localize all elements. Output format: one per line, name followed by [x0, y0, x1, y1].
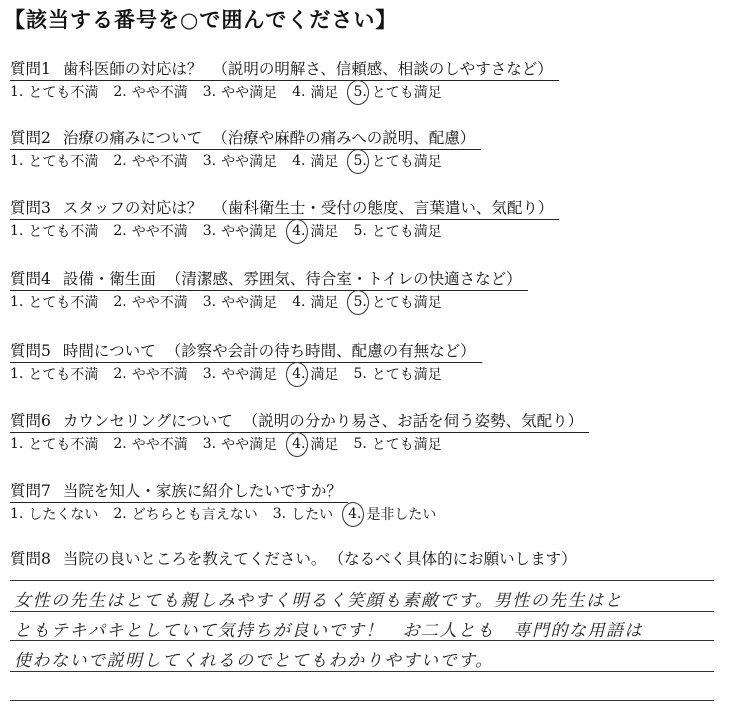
- question-text: 設備・衛生面: [62, 270, 156, 288]
- question-hint: （説明の分かり易さ、お話を伺う姿勢、気配り）: [242, 412, 584, 430]
- question-text: 時間について: [62, 342, 156, 360]
- option-1[interactable]: 1. とても不満: [10, 436, 99, 453]
- question-text: 当院を知人・家族に紹介したいですか？: [62, 482, 342, 500]
- question-hint: （なるべく具体的にお願いします）: [336, 550, 577, 568]
- option-2[interactable]: 2. やや不満: [113, 366, 188, 383]
- option-1[interactable]: 1. とても不満: [10, 84, 99, 101]
- question-title: [10, 58, 559, 81]
- question-2: [10, 127, 710, 172]
- option-2[interactable]: 2. やや不満: [113, 153, 188, 170]
- question-text: カウンセリングについて: [62, 412, 233, 430]
- rating-options: [10, 81, 710, 103]
- option-1[interactable]: 1. したくない: [10, 506, 99, 523]
- option-3[interactable]: 3. したい: [272, 506, 334, 523]
- question-title: [10, 548, 583, 570]
- option-2[interactable]: 2. どちらとも言えない: [113, 506, 258, 523]
- question-number: 質問6: [10, 412, 51, 430]
- option-3[interactable]: 3. やや満足: [202, 366, 278, 383]
- rating-options: [10, 433, 710, 455]
- rating-options: [10, 503, 710, 525]
- question-6: [10, 410, 710, 455]
- question-title: [10, 268, 528, 291]
- question-3: [10, 197, 710, 242]
- ruled-line: [10, 671, 714, 672]
- option-2[interactable]: 2. やや不満: [113, 223, 188, 240]
- ruled-line: [10, 580, 714, 581]
- option-4-selected[interactable]: 4. 満足: [292, 366, 339, 383]
- question-text: 歯科医師の対応は？: [62, 60, 203, 78]
- question-text: 治療の痛みについて: [62, 129, 203, 147]
- question-hint: （説明の明解さ、信頼感、相談のしやすさなど）: [212, 60, 553, 78]
- rating-options: [10, 291, 710, 313]
- question-title: [10, 410, 589, 433]
- option-3[interactable]: 3. やや満足: [202, 84, 278, 101]
- option-5-selected[interactable]: 5. とても満足: [353, 153, 442, 170]
- option-1[interactable]: 1. とても不満: [10, 366, 99, 383]
- option-1[interactable]: 1. とても不満: [10, 223, 99, 240]
- handwritten-answer-line: 女性の先生はとても親しみやすく明るく笑顔も素敵です。男性の先生はと: [14, 591, 624, 611]
- option-2[interactable]: 2. やや不満: [113, 436, 188, 453]
- option-3[interactable]: 3. やや満足: [202, 223, 278, 240]
- ruled-line: [10, 611, 714, 612]
- question-hint: （診察や会計の待ち時間、配慮の有無など）: [165, 342, 476, 360]
- question-1: [10, 58, 710, 103]
- question-title: [10, 340, 482, 363]
- option-1[interactable]: 1. とても不満: [10, 153, 99, 170]
- question-number: 質問4: [10, 270, 51, 288]
- option-5-selected[interactable]: 5. とても満足: [353, 294, 442, 311]
- question-number: 質問7: [10, 482, 51, 500]
- option-4[interactable]: 4. 満足: [292, 84, 339, 101]
- option-4[interactable]: 4. 満足: [292, 294, 339, 311]
- option-3[interactable]: 3. やや満足: [202, 294, 278, 311]
- option-3[interactable]: 3. やや満足: [202, 153, 278, 170]
- question-number: 質問5: [10, 342, 51, 360]
- option-3[interactable]: 3. やや満足: [202, 436, 278, 453]
- page-title: 【該当する番号を○で囲んでください】: [4, 8, 398, 32]
- ruled-line: [10, 700, 714, 701]
- question-5: [10, 340, 710, 385]
- question-7: [10, 480, 710, 525]
- rating-options: [10, 150, 710, 172]
- rating-options: [10, 220, 710, 242]
- question-number: 質問1: [10, 60, 51, 78]
- question-number: 質問2: [10, 129, 51, 147]
- question-4: [10, 268, 710, 313]
- option-4-selected[interactable]: 4. 満足: [292, 223, 339, 240]
- question-number: 質問3: [10, 199, 51, 217]
- question-hint: （治療や麻酔の痛みへの説明、配慮）: [212, 129, 476, 147]
- question-title: [10, 127, 481, 150]
- question-text: 当院の良いところを教えてください。: [62, 550, 327, 568]
- option-5[interactable]: 5. とても満足: [353, 223, 442, 240]
- option-2[interactable]: 2. やや不満: [113, 294, 188, 311]
- option-5-selected[interactable]: 5. とても満足: [353, 84, 442, 101]
- option-5[interactable]: 5. とても満足: [353, 366, 442, 383]
- question-hint: （歯科衛生士・受付の態度、言葉遣い、気配り）: [212, 199, 554, 217]
- question-title: [10, 197, 559, 220]
- question-text: スタッフの対応は？: [62, 199, 203, 217]
- option-4-selected[interactable]: 4. 満足: [292, 436, 339, 453]
- question-8: [10, 548, 710, 570]
- option-4-selected[interactable]: 4. 是非したい: [348, 506, 437, 523]
- handwritten-answer-line: ともテキパキとしていて気持ちが良いです！ お二人とも 専門的な用語は: [14, 621, 643, 641]
- option-4[interactable]: 4. 満足: [292, 153, 339, 170]
- question-title: [10, 480, 348, 503]
- option-5[interactable]: 5. とても満足: [353, 436, 442, 453]
- handwritten-answer-line: 使わないで説明してくれるのでとてもわかりやすいです。: [14, 651, 494, 671]
- option-2[interactable]: 2. やや不満: [113, 84, 188, 101]
- option-1[interactable]: 1. とても不満: [10, 294, 99, 311]
- question-hint: （清潔感、雰囲気、待合室・トイレの快適さなど）: [165, 270, 522, 288]
- rating-options: [10, 363, 710, 385]
- question-number: 質問8: [10, 550, 51, 568]
